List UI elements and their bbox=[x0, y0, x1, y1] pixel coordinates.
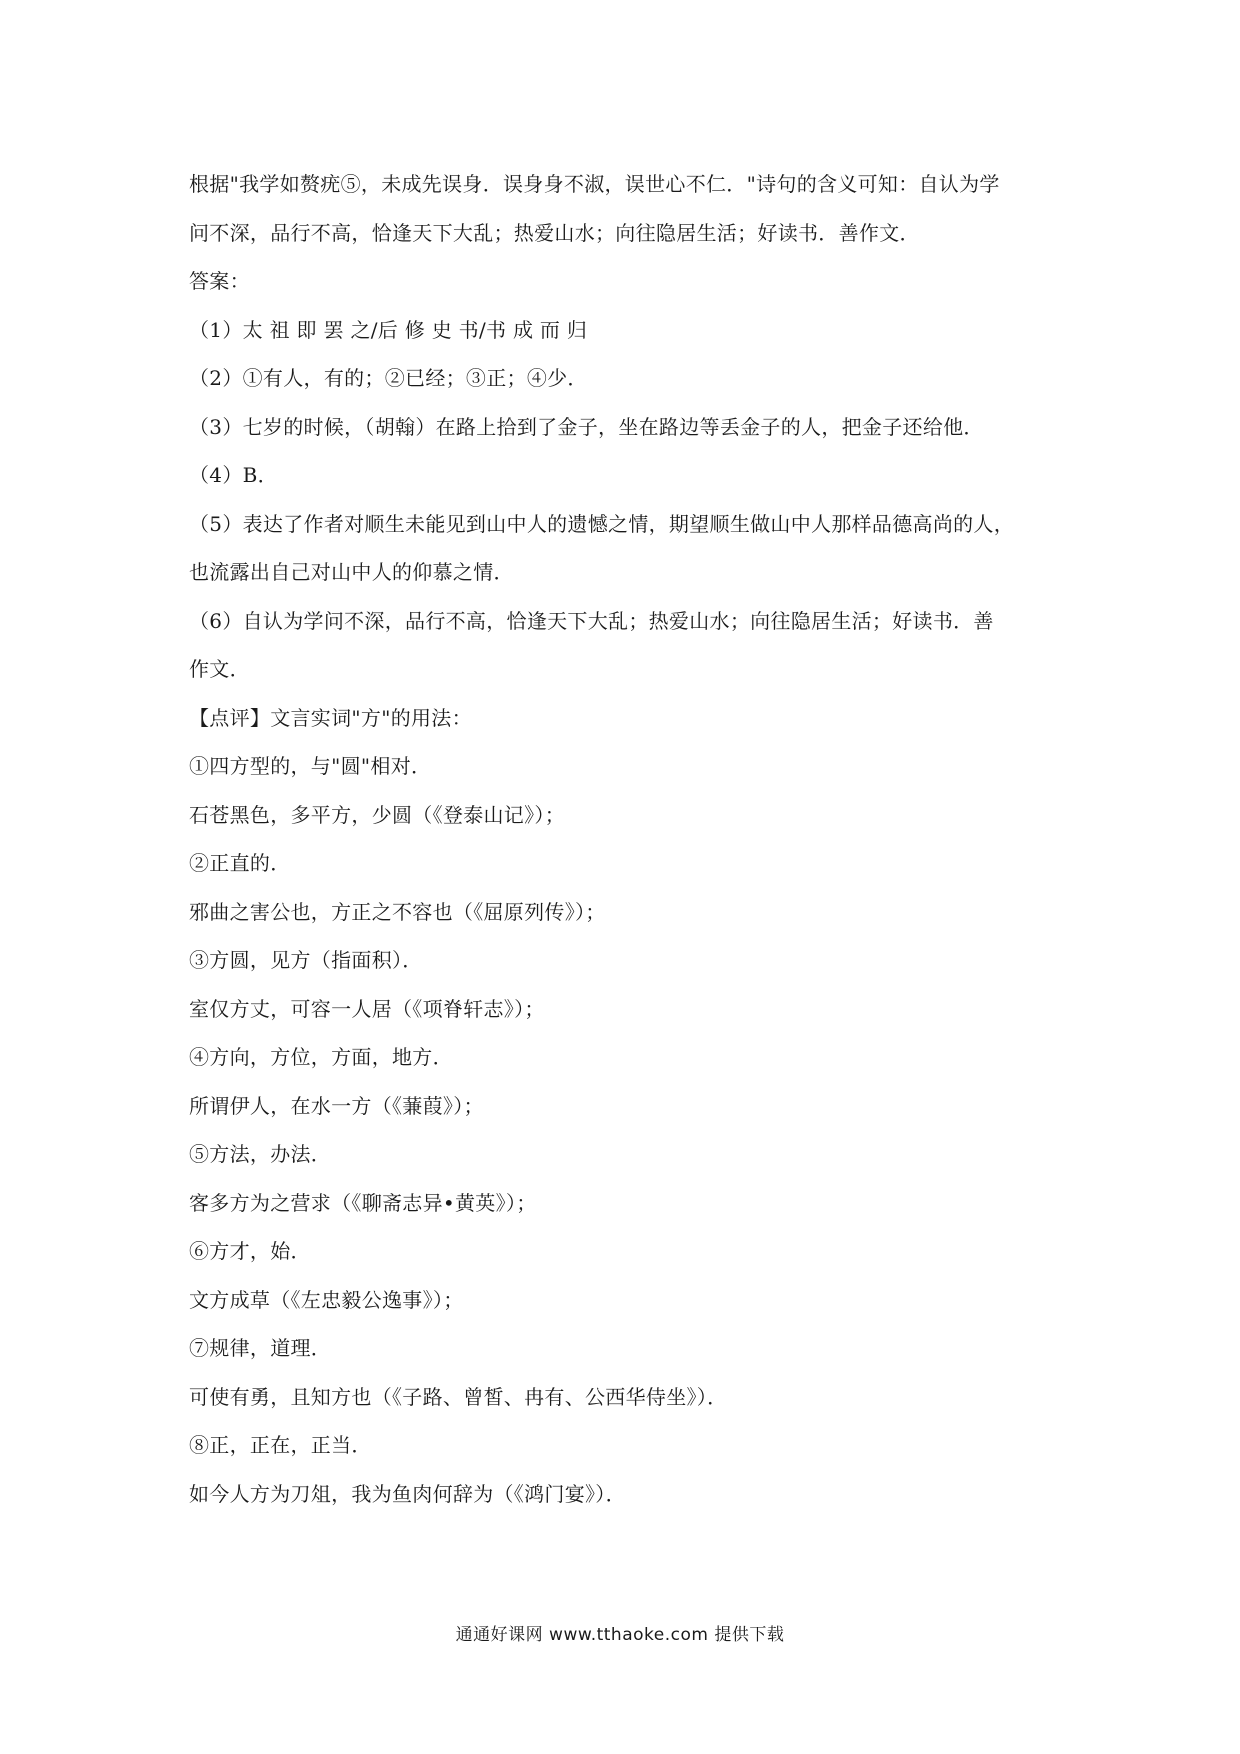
text-line: 根据"我学如赘疣⑤，未成先误身．误身身不淑，误世心不仁．"诗句的含义可知：自认为学 bbox=[189, 172, 1000, 196]
usage-example: 文方成草（《左忠毅公逸事》）； bbox=[189, 1287, 464, 1312]
page-footer: 通通好课网 www.tthaoke.com 提供下载 bbox=[455, 1625, 785, 1645]
usage-definition: ③方圆，见方（指面积）． bbox=[189, 948, 423, 972]
comment-heading: 【点评】文言实词"方"的用法： bbox=[189, 705, 472, 730]
text-line: 作文． bbox=[189, 657, 250, 681]
usage-example: 室仅方丈，可容一人居（《项脊轩志》）； bbox=[189, 996, 545, 1021]
usage-definition: ④方向，方位，方面，地方． bbox=[189, 1045, 453, 1069]
answer-item: （4）B． bbox=[189, 463, 278, 487]
text-line: 问不深，品行不高，恰逢天下大乱；热爱山水；向往隐居生活；好读书．善作文． bbox=[189, 220, 920, 245]
answer-item: （2）①有人，有的；②已经；③正；④少． bbox=[189, 366, 588, 390]
document-body bbox=[189, 160, 1059, 1518]
answer-item: （6）自认为学问不深，品行不高，恰逢天下大乱；热爱山水；向往隐居生活；好读书．善 bbox=[189, 608, 994, 633]
usage-definition: ①四方型的，与"圆"相对． bbox=[189, 754, 432, 778]
usage-definition: ②正直的． bbox=[189, 851, 291, 875]
usage-example: 如今人方为刀俎，我为鱼肉何辞为（《鸿门宴》）． bbox=[189, 1481, 626, 1506]
text-line: 也流露出自己对山中人的仰慕之情． bbox=[189, 560, 514, 584]
usage-definition: ⑦规律，道理． bbox=[189, 1336, 332, 1360]
usage-definition: ⑧正，正在，正当． bbox=[189, 1433, 372, 1457]
usage-example: 石苍黑色，多平方，少圆（《登泰山记》）； bbox=[189, 802, 565, 827]
usage-definition: ⑥方才，始． bbox=[189, 1239, 311, 1263]
usage-definition: ⑤方法，办法． bbox=[189, 1142, 332, 1166]
usage-example: 可使有勇，且知方也（《子路、曾皙、冉有、公西华侍坐》）． bbox=[189, 1384, 728, 1409]
answer-item: （5）表达了作者对顺生未能见到山中人的遗憾之情，期望顺生做山中人那样品德高尚的人， bbox=[189, 511, 1015, 536]
usage-example: 邪曲之害公也，方正之不容也（《屈原列传》）； bbox=[189, 899, 606, 924]
answer-item: （1）太 祖 即 罢 之/后 修 史 书/书 成 而 归 bbox=[189, 317, 588, 342]
usage-example: 客多方为之营求（《聊斋志异•黄英》）； bbox=[189, 1190, 537, 1215]
answer-item: （3）七岁的时候，（胡翰）在路上拾到了金子，坐在路边等丢金子的人，把金子还给他． bbox=[189, 414, 984, 439]
usage-example: 所谓伊人，在水一方（《蒹葭》）； bbox=[189, 1093, 484, 1118]
answer-heading: 答案： bbox=[189, 269, 250, 293]
